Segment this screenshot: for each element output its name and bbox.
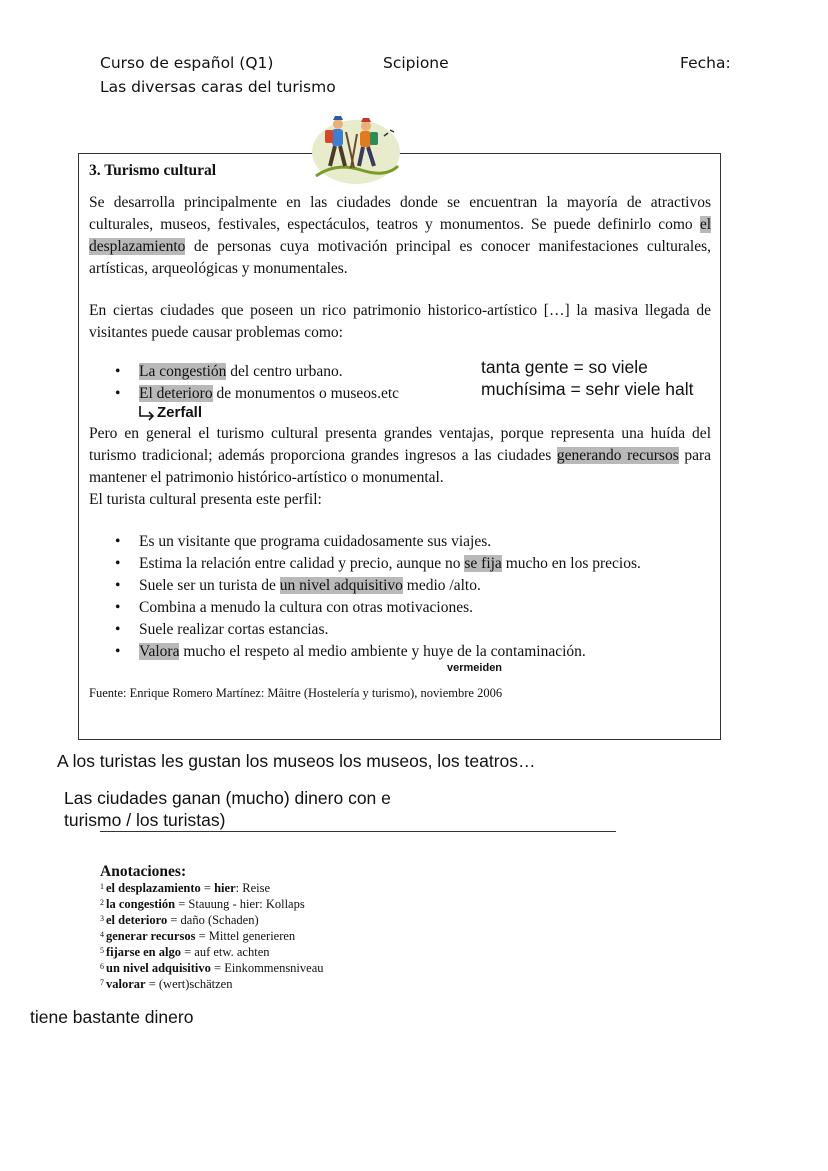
highlight-desplazamiento: el desplazamiento <box>89 216 711 255</box>
paragraph-definition-text-end: de personas cuya motivación principal es conocer manifestaciones culturales, artísticas, arqueológicas y monumentales. <box>89 238 711 277</box>
section-title: 3. Turismo cultural <box>89 162 217 179</box>
highlight-nivel-adquisitivo: un nivel adquisitivo <box>279 577 403 594</box>
writing-line <box>100 831 616 832</box>
profile-list <box>89 531 719 663</box>
note-vermeiden: vermeiden <box>447 662 503 674</box>
problems-list <box>89 361 469 405</box>
handwritten-ciudades-2: turismo / los turistas) <box>64 810 226 830</box>
highlight-generando-recursos: generando recursos <box>556 447 679 464</box>
hikers-clipart-icon <box>306 110 402 188</box>
highlight-congestion: La congestión <box>139 363 227 380</box>
source-citation: Fuente: Enrique Romero Martínez: Mâitre (Hostelería y turismo), noviembre 2006 <box>89 686 503 700</box>
highlight-se-fija: se fija <box>464 555 502 572</box>
list-item-text: Estima la relación entre calidad y precio, aunque no <box>139 555 465 572</box>
annotation-item: $^3$ el deterioro = daño (Schaden) <box>100 913 259 927</box>
highlight-deterioro: El deterioro <box>139 385 213 402</box>
highlight-valora: Valora <box>139 643 180 660</box>
list-item <box>89 575 719 597</box>
paragraph-advantages <box>89 423 711 489</box>
list-item-text-end: mucho el respeto al medio ambiente y huye de la contaminación. <box>179 643 586 660</box>
course-label: Curso de español (Q1) <box>100 54 274 72</box>
list-item-text: de monumentos o museos.etc <box>212 385 400 402</box>
paragraph-definition-text: Se desarrolla principalmente en las ciudades donde se encuentran la mayoría de atractivos culturales, museos, festivales, espectáculos, teatros y monumentos. Se puede definirlo como <box>89 194 711 233</box>
annotation-item: $^1$ el desplazamiento = hier: Reise <box>100 881 271 895</box>
paragraph-problems-intro: En ciertas ciudades que poseen un rico patrimonio historico-artístico […] la masiva llegada de visitantes puede causar problemas como: <box>89 302 711 341</box>
annotations-title: Anotaciones: <box>100 863 187 880</box>
annotation-item: $^5$ fijarse en algo = auf etw. achten <box>100 945 270 959</box>
handwritten-museos: A los turistas les gustan los museos los museos, los teatros… <box>57 751 536 771</box>
list-item <box>89 361 469 383</box>
note-muchisima: muchísima = sehr viele halt <box>481 379 694 399</box>
list-item <box>89 641 719 663</box>
publisher-label: Scipione <box>383 54 449 72</box>
list-item-text: Combina a menudo la cultura con otras motivaciones. <box>139 599 474 616</box>
worksheet-subtitle: Las diversas caras del turismo <box>100 78 336 96</box>
note-zerfall: Zerfall <box>157 404 203 421</box>
arrow-icon <box>137 405 157 421</box>
list-item-text: Suele realizar cortas estancias. <box>139 621 329 638</box>
list-item-text: Suele ser un turista de <box>139 577 280 594</box>
paragraph-advantages-text-end: para mantener el patrimonio histórico-artístico o monumental. <box>89 447 712 486</box>
list-item-text-end: mucho en los precios. <box>501 555 641 572</box>
annotation-item: $^4$ generar recursos = Mittel generieren <box>100 929 296 943</box>
handwritten-ciudades-1: Las ciudades ganan (mucho) dinero con e <box>64 788 391 808</box>
list-item-text: Es un visitante que programa cuidadosamente sus viajes. <box>139 533 492 550</box>
list-item-text-end: medio /alto. <box>402 577 481 594</box>
list-item <box>89 597 719 619</box>
list-item <box>89 619 719 641</box>
list-item <box>89 553 719 575</box>
list-item <box>89 383 469 405</box>
paragraph-advantages-text: Pero en general el turismo cultural presenta grandes ventajas, porque representa una huída del turismo tradicional; además proporciona grandes ingresos a las ciudades <box>89 425 711 464</box>
profile-intro: El turista cultural presenta este perfil: <box>89 491 322 508</box>
annotations-list <box>100 880 324 992</box>
paragraph-definition <box>89 192 711 280</box>
date-label: Fecha: <box>680 54 731 72</box>
annotation-item: $^2$ la congestión = Stauung - hier: Kollaps <box>100 897 305 911</box>
annotation-item: $^6$ un nivel adquisitivo = Einkommensniveau <box>100 961 324 975</box>
note-tanta-gente: tanta gente = so viele <box>481 357 648 377</box>
list-item <box>89 531 719 553</box>
annotation-item: $^7$ valorar = (wert)schätzen <box>100 977 233 991</box>
list-item-text: del centro urbano. <box>226 363 343 380</box>
handwritten-dinero: tiene bastante dinero <box>30 1007 194 1027</box>
